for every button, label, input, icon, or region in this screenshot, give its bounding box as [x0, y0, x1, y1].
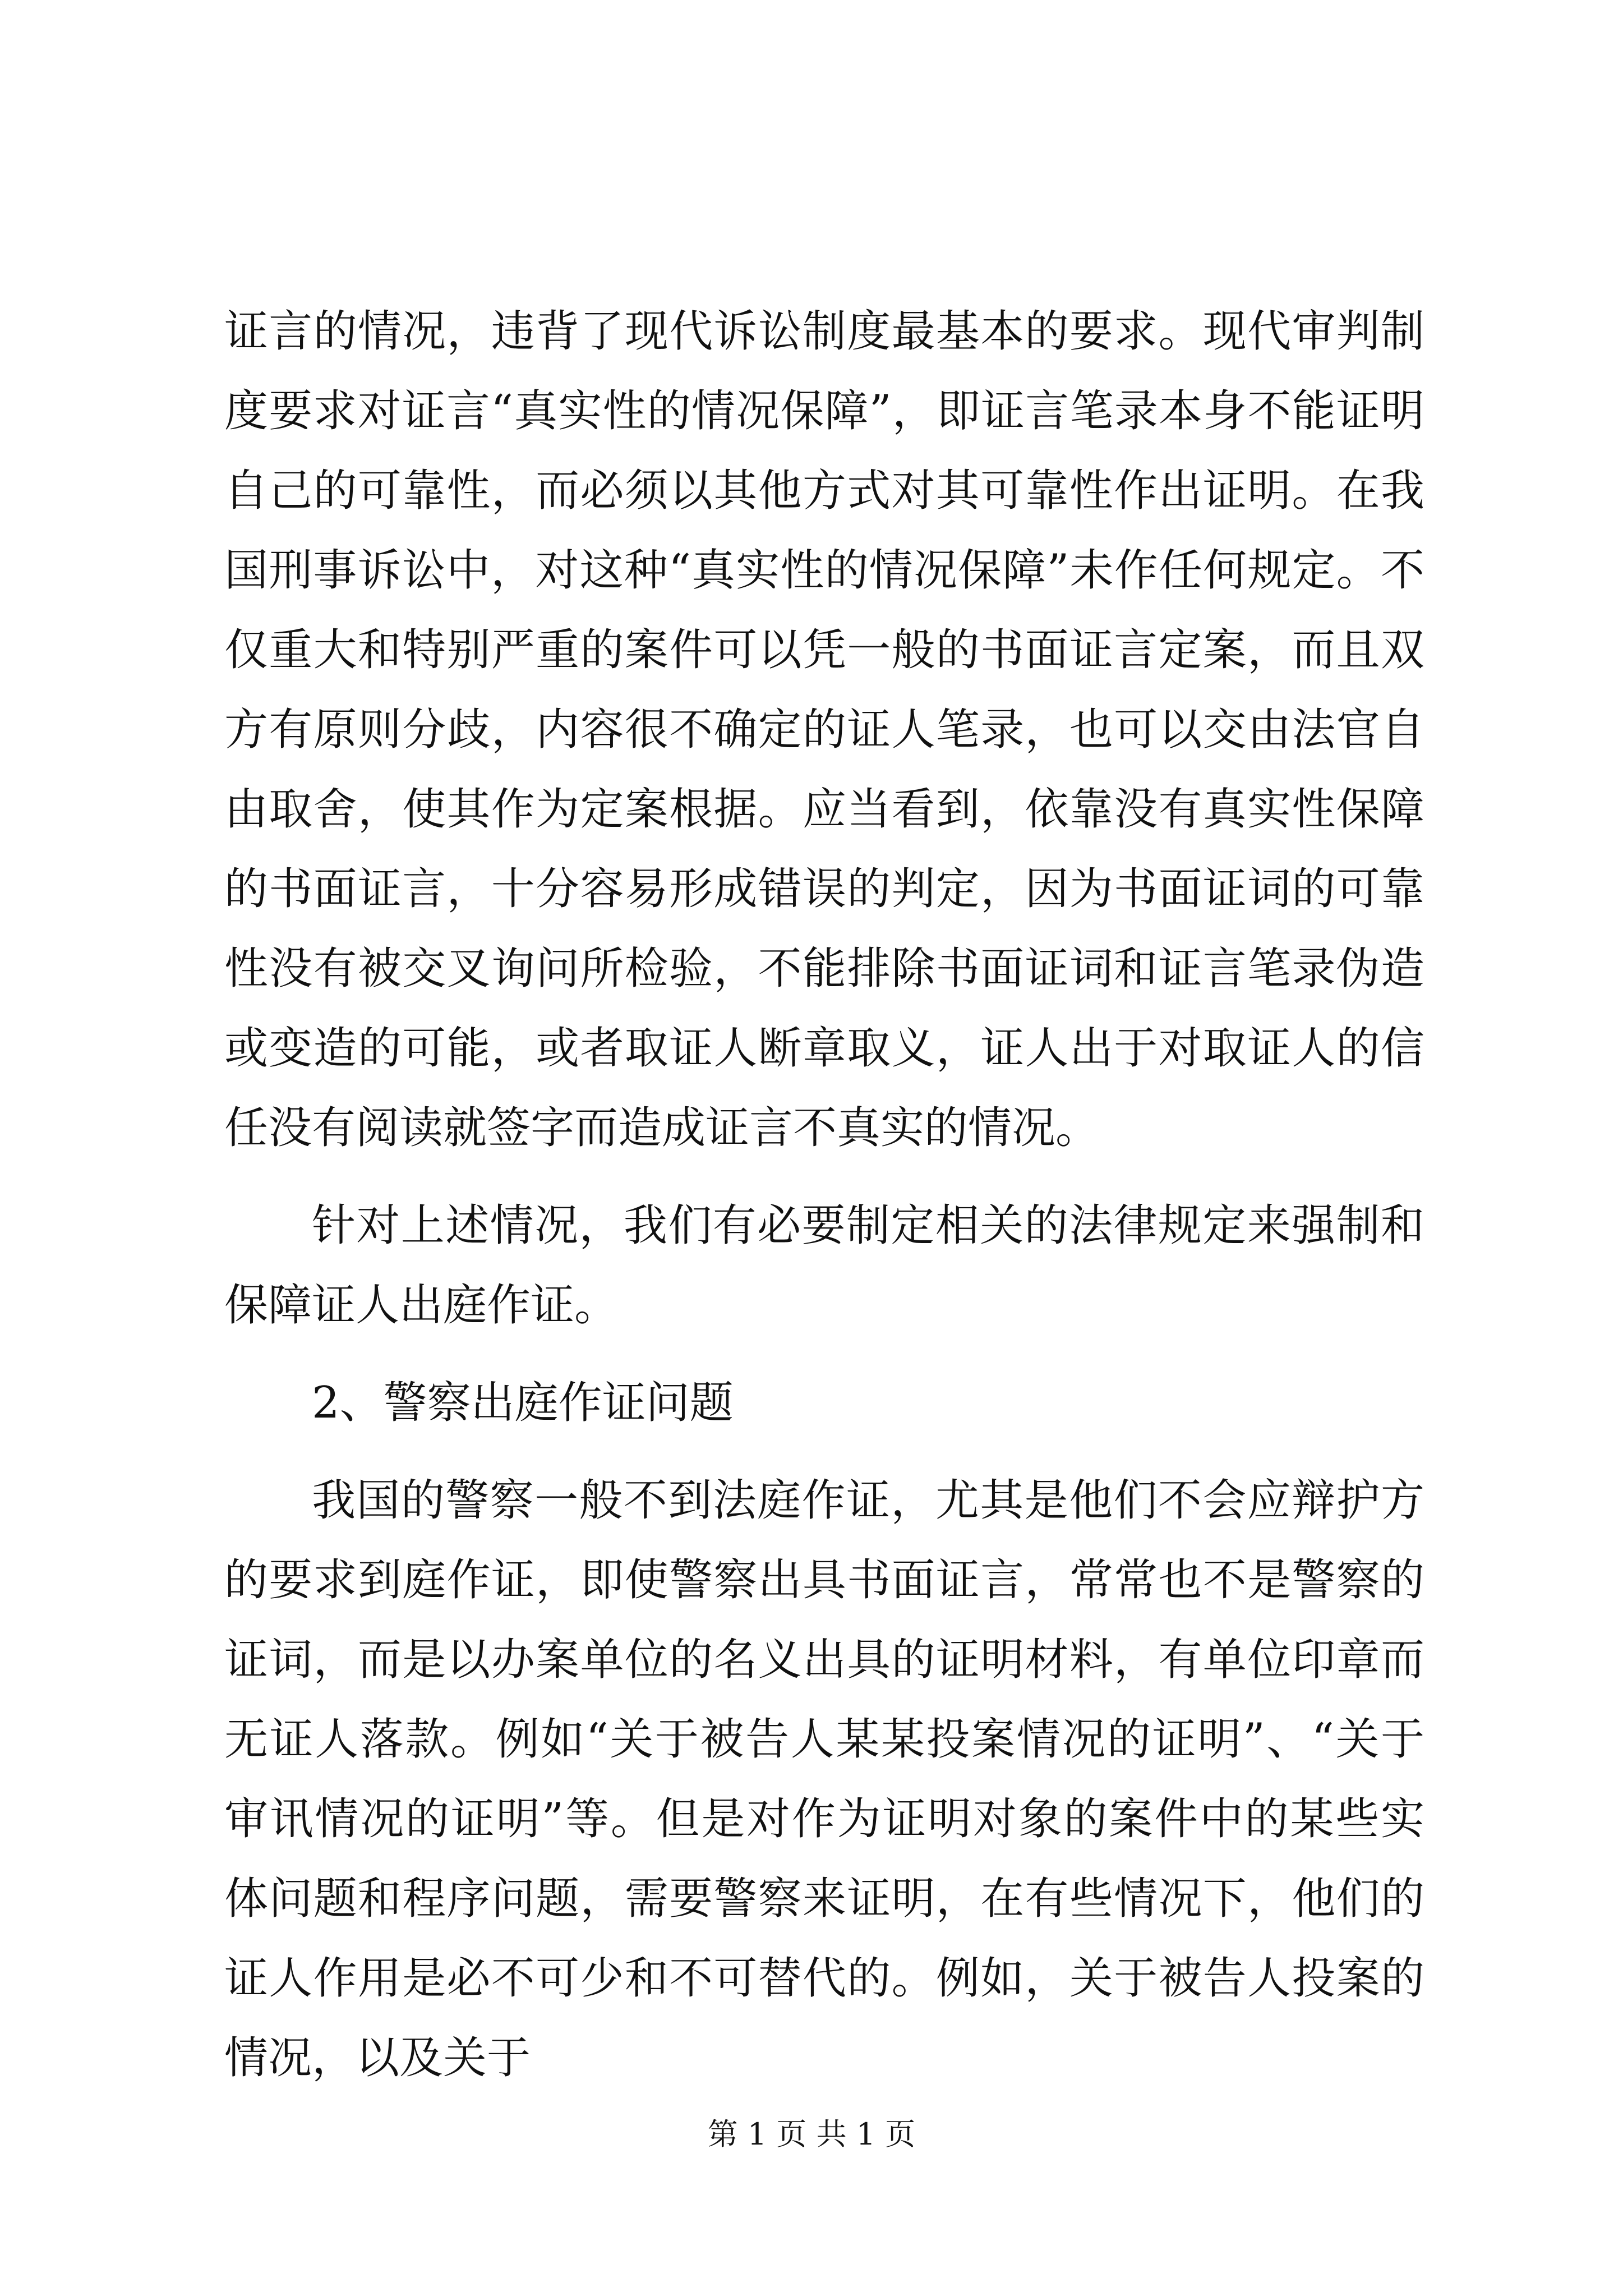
paragraph-conclusion: 针对上述情况，我们有必要制定相关的法律规定来强制和保障证人出庭作证。: [224, 1200, 1424, 1331]
paragraph-police-testimony: 我国的警察一般不到法庭作证，尤其是他们不会应辩护方的要求到庭作证，即使警察出具书面证言，常常也不是警察的证词，而是以办案单位的名义出具的证明材料，有单位印章而无证人落款。例如“关于被告人某某投案情况的证明”、“关于审讯情况的证明”等。但是对作为证明对象的案件中的某些实体问题和程序问题，需要警察来证明，在有些情况下，他们的证人作用是必不可少和不可替代的。例如，关于被告人投案的情况，以及关于: [224, 1475, 1424, 2083]
document-body: [224, 292, 1424, 2098]
page-footer: 第 1 页 共 1 页: [707, 2116, 916, 2152]
section-heading: 2、警察出庭作证问题: [312, 1378, 734, 1428]
paragraph-continued: 证言的情况，违背了现代诉讼制度最基本的要求。现代审判制度要求对证言“真实性的情况保障”，即证言笔录本身不能证明自己的可靠性，而必须以其他方式对其可靠性作出证明。在我国刑事诉讼中，对这种“真实性的情况保障”未作任何规定。不仅重大和特别严重的案件可以凭一般的书面证言定案，而且双方有原则分歧，内容很不确定的证人笔录，也可以交由法官自由取舍，使其作为定案根据。应当看到，依靠没有真实性保障的书面证言，十分容易形成错误的判定，因为书面证词的可靠性没有被交叉询问所检验，不能排除书面证词和证言笔录伪造或变造的可能，或者取证人断章取义，证人出于对取证人的信任没有阅读就签字而造成证言不真实的情况。: [224, 306, 1424, 1153]
